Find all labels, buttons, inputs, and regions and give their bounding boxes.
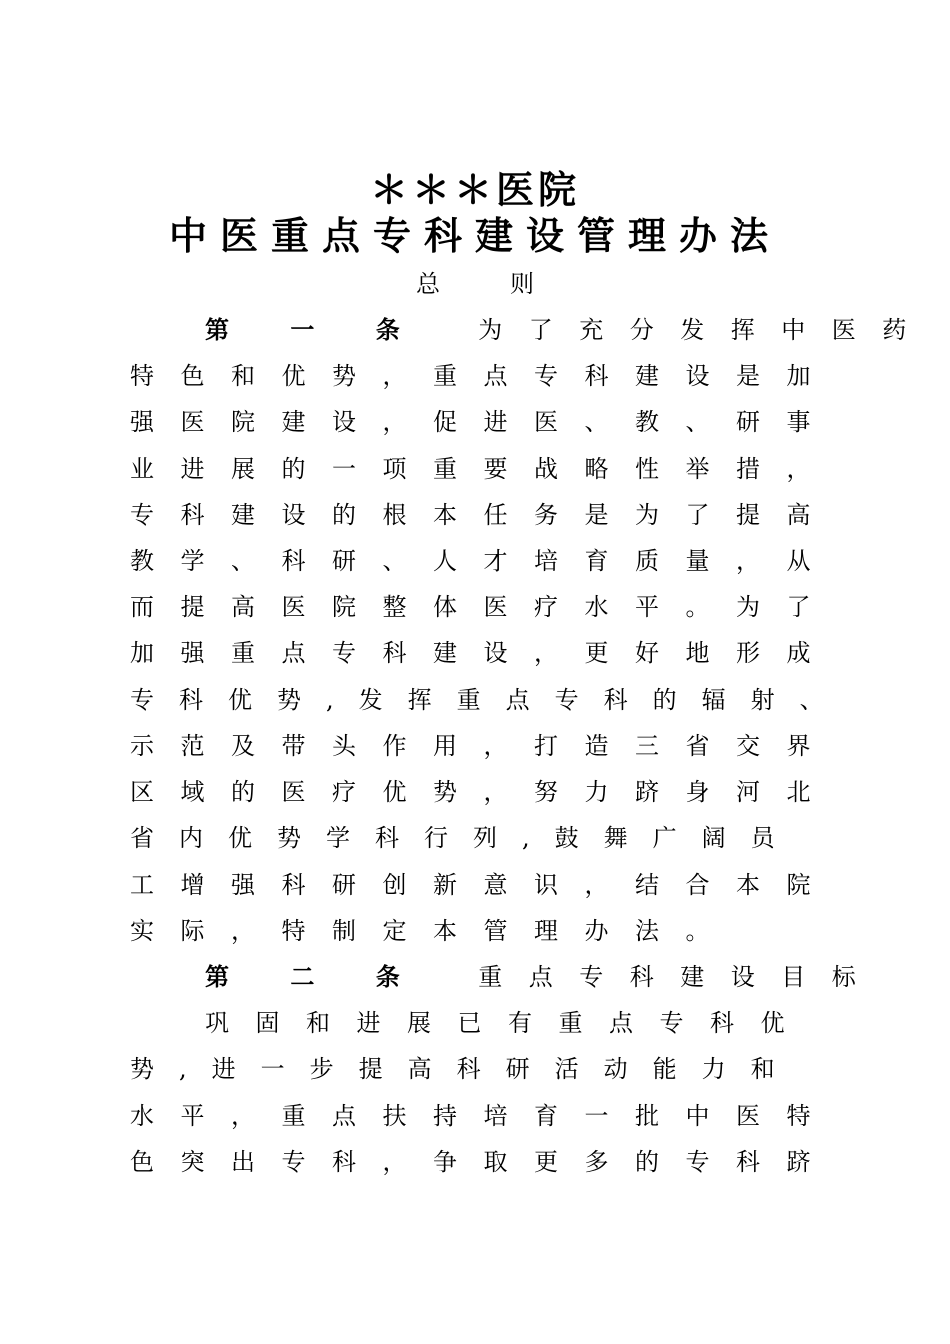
- article1-line: 省内优势学科行列,鼓舞广阔员: [130, 824, 800, 852]
- article1-line: 实际，特制定本管理办法。: [130, 917, 736, 945]
- article1-line: 工增强科研创新意识，结合本院: [130, 871, 837, 899]
- article1-line: 为了充分发挥中医药: [478, 316, 933, 344]
- article1-line: 专科优势,发挥重点专科的辐射、: [130, 686, 849, 714]
- article1-line: 加强重点专科建设，更好地形成: [130, 639, 837, 667]
- article1-line: 区域的医疗优势，努力跻身河北: [130, 778, 837, 806]
- article1-line: 业进展的一项重要战略性举措，: [130, 455, 837, 483]
- article1-line: 强医院建设，促进医、教、研事: [130, 408, 837, 436]
- article1-line: 特色和优势，重点专科建设是加: [130, 362, 837, 390]
- article1-line: 而提高医院整体医疗水平。为了: [130, 593, 837, 621]
- article1-line: 专科建设的根本任务是为了提高: [130, 501, 837, 529]
- article2-line: 水平，重点扶持培育一批中医特: [130, 1102, 837, 1130]
- article2-heading: 第 二 条: [205, 962, 427, 991]
- article2-title: 重点专科建设目标: [478, 963, 883, 991]
- article2-line: 巩固和进展已有重点专科优: [205, 1009, 811, 1037]
- section-heading-general: [0, 266, 950, 302]
- document-title-main: 中医重点专科建设管理办法: [168, 213, 781, 258]
- article1-first-line: [205, 312, 933, 348]
- article2-heading-line: [205, 959, 882, 995]
- section-heading-left: 总: [416, 270, 440, 298]
- section-heading-right: 则: [510, 270, 534, 298]
- document-title-hospital: ＊＊＊医院: [369, 167, 580, 212]
- article1-heading: 第 一 条: [205, 315, 427, 344]
- article1-line: 示范及带头作用，打造三省交界: [130, 732, 837, 760]
- article1-line: 教学、科研、人才培育质量，从: [130, 547, 837, 575]
- article2-line: 色突出专科，争取更多的专科跻: [130, 1148, 837, 1176]
- article2-line: 势,进一步提高科研活动能力和: [130, 1055, 800, 1083]
